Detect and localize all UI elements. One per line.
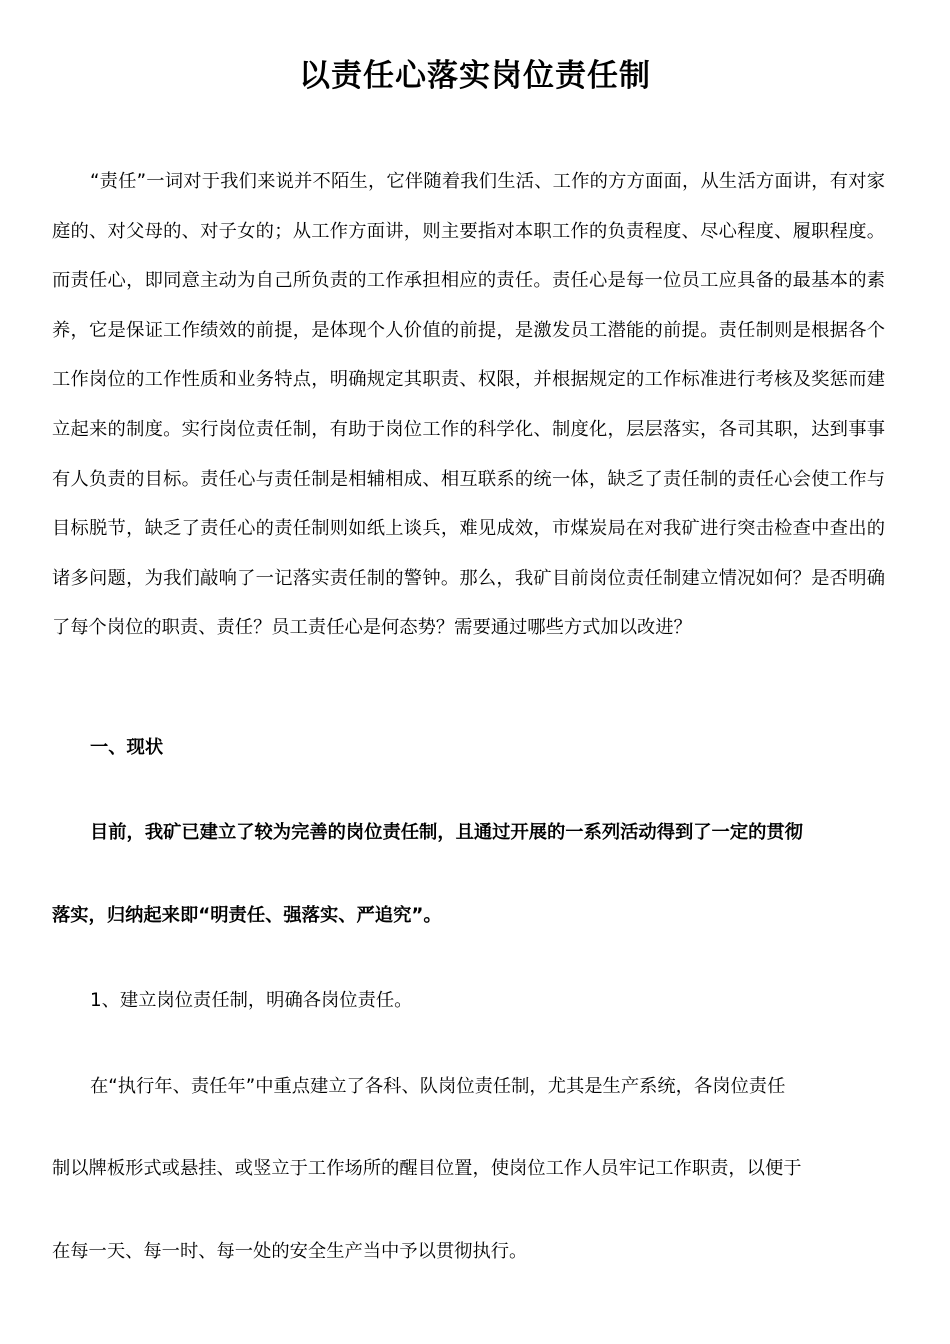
section-heading: 一、现状 <box>90 737 164 758</box>
document-title: 以责任心落实岗位责任制 <box>299 58 651 94</box>
subsection-heading: 1、建立岗位责任制，明确各岗位责任。 <box>90 990 413 1011</box>
body-line: 在“执行年、责任年”中重点建立了各科、队岗位责任制，尤其是生产系统，各岗位责任 <box>90 1076 786 1097</box>
summary-line: 落实，归纳起来即“明责任、强落实、严追究”。 <box>52 905 442 926</box>
summary-line: 目前，我矿已建立了较为完善的岗位责任制，且通过开展的一系列活动得到了一定的贯彻 <box>90 822 803 843</box>
body-line: 制以牌板形式或悬挂、或竖立于工作场所的醒目位置，使岗位工作人员牢记工作职责，以便于 <box>52 1158 802 1179</box>
intro-paragraph: “责任”一词对于我们来说并不陌生，它伴随着我们生活、工作的方方面面，从生活方面讲，有对家庭的、对父母的、对子女的；从工作方面讲，则主要指对本职工作的负责程度、尽心程度、履职程度。而责任心，即同意主动为自己所负责的工作承担相应的责任。责任心是每一位员工应具备的最基本的素养，它是保证工作绩效的前提，是体现个人价值的前提，是激发员工潜能的前提。责任制则是根据各个工作岗位的工作性质和业务特点，明确规定其职责、权限，并根据规定的工作标准进行考核及奖惩而建立起来的制度。实行岗位责任制，有助于岗位工作的科学化、制度化，层层落实，各司其职，达到事事有人负责的目标。责任心与责任制是相辅相成、相互联系的统一体，缺乏了责任制的责任心会使工作与目标脱节，缺乏了责任心的责任制则如纸上谈兵，难见成效，市煤炭局在对我矿进行突击检查中查出的诸多问题，为我们敲响了一记落实责任制的警钟。那么，我矿目前岗位责任制建立情况如何？是否明确了每个岗位的职责、责任？员工责任心是何态势？需要通过哪些方式加以改进？ <box>52 171 885 639</box>
body-line: 在每一天、每一时、每一处的安全生产当中予以贯彻执行。 <box>52 1241 528 1262</box>
